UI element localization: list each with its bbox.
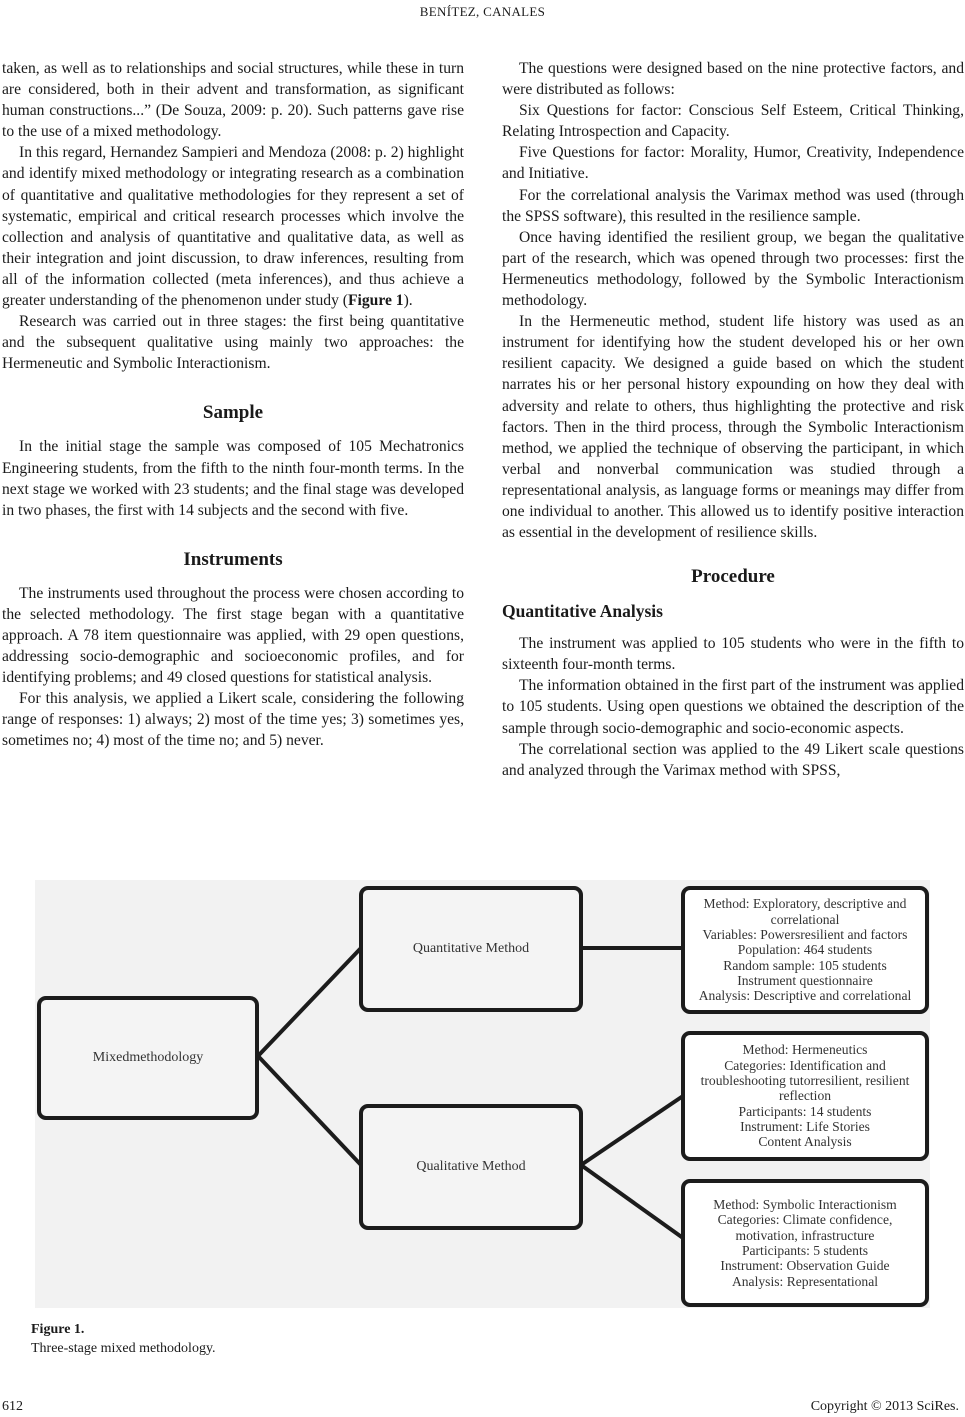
detail-line: Method: Exploratory, descriptive and [703,896,907,912]
quantitative-method-box [359,886,583,1012]
detail-line: Categories: Identification and [724,1057,886,1073]
paragraph: Six Questions for factor: Conscious Self Esteem, Critical Thinking, Relating Introspection and Capacity. [502,102,964,141]
detail-line: Categories: Climate confidence, [717,1212,893,1228]
detail-line: reflection [778,1088,832,1104]
left-column [2,58,464,752]
paragraph: Research was carried out in three stages: the first being quantitative and the subsequent qualitative using mainly two approaches: the Hermeneutic and Symbolic Interactionism. [2,313,464,373]
paragraph: The instrument was applied to 105 students who were in the fifth to sixteenth four-month terms. [502,635,964,674]
connector-line [258,1056,361,1165]
paragraph: Once having identified the resilient group, we began the qualitative part of the research, which was opened through two processes: first the Hermeneutics methodology, followed by the Symbolic Interactionism methodology. [502,228,964,310]
paragraph [2,142,464,311]
section-heading-procedure: Procedure [691,566,775,588]
detail-line: Instrument: Life Stories [740,1118,870,1134]
hermeneutics-details-box [681,1031,929,1161]
detail-line: Content Analysis [758,1134,852,1150]
paragraph: For the correlational analysis the Varimax method was used (through the SPSS software), this resulted in the resilience sample. [502,186,964,225]
symbolic-interactionism-details-box [681,1179,929,1307]
running-head: BENÍTEZ, CANALES [419,4,546,19]
detail-line: Random sample: 105 students [723,957,887,973]
paragraph: The correlational section was applied to the 49 Likert scale questions and analyzed through the Varimax method with SPSS, [502,740,964,779]
qualitative-method-label: Qualitative Method [416,1159,526,1174]
paragraph: The information obtained in the first part of the instrument was applied to 105 students. Using open questions we obtained the description of the sample through socio-demographic and socio-economic aspects. [502,677,964,737]
right-column [502,58,964,781]
detail-line: Method: Hermeneutics [742,1042,868,1058]
paragraph: Five Questions for factor: Morality, Humor, Creativity, Independence and Initiative. [502,144,964,183]
connector-line [581,1096,683,1165]
section-heading-sample: Sample [202,402,264,424]
detail-line: Participants: 5 students [741,1243,869,1258]
connector-line [581,1165,683,1238]
paragraph-text: ). [403,292,413,310]
figure-reference-link[interactable]: Figure 1 [348,292,404,310]
paragraph: The instruments used throughout the process were chosen according to the selected methodology. The first stage began with a quantitative approach. A 78 item questionnaire was applied, with 29 open questions, addressing socio-demographic and socioeconomic profiles, and for identifying problems; and 49 closed questions for statistical analysis. [2,584,464,687]
section-heading-instruments: Instruments [183,548,283,570]
figure-caption-text: Three-stage mixed methodology. [31,1341,216,1356]
figure-caption-label: Figure 1. [31,1322,85,1337]
paragraph: In the initial stage the sample was composed of 105 Mechatronics Engineering students, from the fifth to the ninth four-month terms. In the next stage we worked with 23 students; and the final stage was developed in two phases, the first with 14 subjects and the second with five. [2,438,464,519]
subsection-heading-quantitative-analysis: Quantitative Analysis [502,601,663,622]
connector-line [258,948,361,1056]
paragraph: The questions were designed based on the nine protective factors, and were distributed as follows: [502,60,964,99]
paragraph-text: In this regard, Hernandez Sampieri and Mendoza (2008: p. 2) highlight and identify mixed methodology or integrating research as a combination of quantitative and qualitative methodologies for they represent a set of systematic, empirical and critical research processes which involve the collection and analysis of quantitative and qualitative data, as well as their integration and joint discussion, to draw inferences, resulting from all of the information collected (meta inferences), and thus achieve a greater understanding of the phenomenon under study ( [2,144,464,310]
detail-line: Population: 464 students [737,942,873,958]
detail-line: troubleshooting tutorresilient, resilient [700,1073,910,1089]
detail-line: Method: Symbolic Interactionism [713,1197,897,1213]
paragraph: In the Hermeneutic method, student life history was used as an instrument for identifying how the student developed his or her own resilient capacity. We designed a guide based on which the student narrates his or her personal history expounding on how they deal with adversity and relate to others, thus highlighting the protective and risk factors. Then in the third process, through the Symbolic Interactionism method, we applied the technique of observing the participant, in which verbal and nonverbal communication was studied through a representational analysis, as language forms or meanings may differ from one individual to another. This allowed us to identify positive interaction as essential in the development of resilience skills. [502,313,964,542]
detail-line: Instrument questionnaire [737,972,873,988]
copyright-notice: Copyright © 2013 SciRes. [810,1399,959,1414]
detail-line: correlational [770,911,840,927]
quantitative-method-label: Quantitative Method [412,941,530,956]
paragraph: taken, as well as to relationships and social structures, while these in turn are considered, both in their advent and transformation, as significant human constructions...” (De Souza, 2009: p. 20). Such patterns gave rise to the use of a mixed methodology. [2,60,464,141]
detail-line: Analysis: Descriptive and correlational [698,988,912,1004]
detail-line: motivation, infrastructure [735,1227,875,1243]
detail-line: Instrument: Observation Guide [720,1258,890,1274]
mixed-methodology-box [37,996,259,1120]
detail-line: Analysis: Representational [731,1273,879,1289]
paragraph: For this analysis, we applied a Likert scale, considering the following range of responses: 1) always; 2) most of the time yes; 3) sometimes yes, sometimes no; 4) most of the time no; and 5) never. [2,690,464,750]
methodology-diagram [35,880,930,1308]
quantitative-details-box [681,886,929,1014]
detail-line: Participants: 14 students [738,1103,872,1119]
mixed-methodology-label: Mixedmethodology [92,1050,204,1065]
page-number: 612 [2,1399,23,1414]
qualitative-method-box [359,1104,583,1230]
detail-line: Variables: Powersresilient and factors [702,927,908,943]
figure-caption [31,1320,216,1358]
